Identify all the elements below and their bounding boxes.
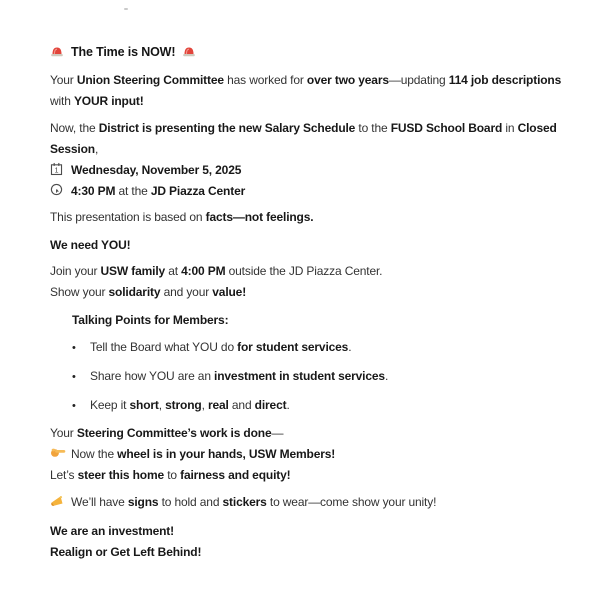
text-segment: Let’s [50,468,78,482]
text-segment: to the [355,121,391,135]
investment-line [50,521,572,542]
text-segment: . [348,340,352,354]
text-segment: We need YOU! [50,238,131,252]
intro-line-2 [50,91,572,112]
text-segment: Show your [50,285,109,299]
text-segment: and your [160,285,213,299]
text-segment: for student services [237,340,349,354]
text-segment: Session [50,142,95,156]
text-segment: over two years [306,73,389,87]
signs-line [50,492,572,513]
clock-icon [50,183,65,197]
text-segment: and [228,398,255,412]
join-line [50,261,572,282]
text-segment: Share how YOU are an [90,369,215,383]
text-segment: —updating [388,73,449,87]
text-segment: Your [50,426,77,440]
siren-icon [182,44,197,58]
text-segment: stickers [222,495,267,509]
document-body [50,42,572,563]
text-segment: strong [165,398,202,412]
text-segment: YOUR input! [73,94,144,108]
text-segment: Wednesday, November 5, 2025 [71,163,242,177]
announcement-line-1 [50,118,572,139]
bullet-marker: • [72,400,76,412]
event-date-line [50,160,572,181]
text-segment: Steering Committee’s work is done [76,426,272,440]
text-segment: Now, the [50,121,99,135]
talking-point-item [72,395,572,417]
text-segment: short [129,398,159,412]
text-segment: . [286,398,290,412]
text-segment: , [201,398,208,412]
text-segment: Join your [50,264,101,278]
text-segment: with [50,94,74,108]
text-segment: The Time is NOW! [71,45,176,59]
text-segment: fairness and equity! [180,468,291,482]
text-segment: FUSD School Board [390,121,503,135]
text-segment: signs [127,495,159,509]
text-segment: We are an investment! [50,524,175,538]
text-segment: at [165,264,182,278]
scan-artifact-dot [124,8,128,10]
text-segment: 114 job descriptions [448,73,562,87]
work-done-line [50,423,572,444]
calendar-icon [50,162,65,176]
text-segment: . [384,369,389,383]
text-segment: , [94,142,99,156]
text-segment: Keep it [90,398,130,412]
text-segment: outside the JD Piazza Center. [225,264,383,278]
text-segment: — [271,426,284,440]
hand-icon [50,446,65,460]
text-segment: at the [115,184,151,198]
text-segment: Realign or Get Left Behind! [50,545,202,559]
bullet-marker: • [72,342,76,354]
megaphone-icon [50,494,65,508]
title-line [50,42,572,63]
we-need-you-line [50,235,572,256]
text-segment: This presentation is based on [50,210,206,224]
text-segment: direct [254,398,287,412]
text-segment: 4:30 PM [71,184,116,198]
solidarity-line [50,282,572,303]
text-segment: , [158,398,166,412]
announcement-line-2 [50,139,572,160]
siren-icon [50,44,65,58]
text-segment: steer this home [77,468,165,482]
text-segment: to wear—come show your unity! [266,495,437,509]
talking-point-item [72,366,572,388]
text-segment: 4:00 PM [181,264,226,278]
text-segment: investment in student services [214,369,385,383]
text-segment: USW family [100,264,166,278]
text-segment: to [164,468,181,482]
text-segment: solidarity [108,285,161,299]
text-segment: We’ll have [71,495,128,509]
text-segment: Your [50,73,77,87]
talking-point-item [72,337,572,359]
text-segment: in [502,121,518,135]
svg-text:1: 1 [54,167,59,175]
text-segment: value! [212,285,247,299]
steer-line [50,465,572,486]
facts-line [50,207,572,228]
text-segment: facts—not feelings. [205,210,314,224]
text-segment: Closed [517,121,557,135]
text-segment: JD Piazza Center [150,184,246,198]
text-segment: District is presenting the new Salary Schedule [98,121,356,135]
event-time-line [50,181,572,202]
closing-line [50,542,572,563]
text-segment: to hold and [158,495,223,509]
wheel-line [50,444,572,465]
text-segment: wheel is in your hands, USW Members! [117,447,336,461]
talking-points-heading [72,310,572,331]
text-segment: Union Steering Committee [76,73,224,87]
text-segment: has worked for [223,73,307,87]
text-segment: real [207,398,229,412]
text-segment: Talking Points for Members: [72,313,229,327]
intro-line-1 [50,70,572,91]
text-segment: Tell the Board what YOU do [90,340,238,354]
bullet-marker: • [72,371,76,383]
text-segment: Now the [71,447,118,461]
